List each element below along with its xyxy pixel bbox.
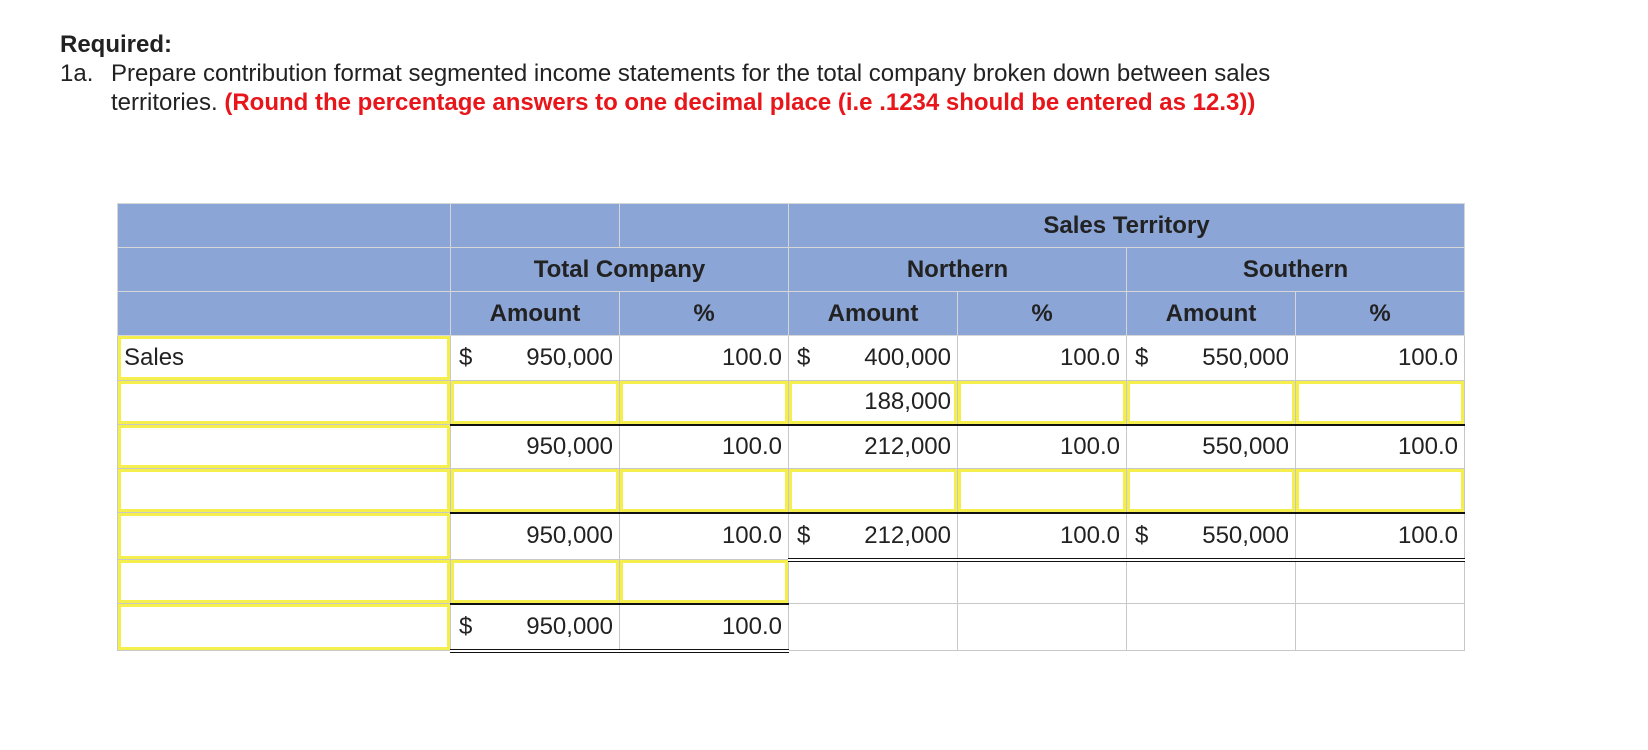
tc-pct-value: 100.0: [620, 604, 789, 651]
tc-amount-value: 950,000: [526, 344, 613, 371]
n-pct-input[interactable]: [958, 381, 1127, 425]
tc-amount-value: 950,000: [451, 513, 620, 560]
s-pct-header: %: [1296, 292, 1465, 336]
tc-pct-value: 100.0: [620, 425, 789, 469]
s-pct-value: 100.0: [1296, 425, 1465, 469]
instructions: [60, 30, 1360, 117]
s-amount-value: 550,000: [1127, 425, 1296, 469]
table-row: [118, 513, 1465, 560]
n-amount-value: 400,000: [864, 344, 951, 371]
dollar-sign: $: [459, 344, 473, 371]
s-amount-value: 550,000: [1202, 521, 1289, 549]
total-company-header: Total Company: [451, 248, 789, 292]
s-amount-value: 550,000: [1202, 344, 1289, 371]
n-amount-cell: [789, 336, 958, 381]
s-amount-cell: [1127, 336, 1296, 381]
row-label-input[interactable]: [118, 560, 451, 604]
table-row: [118, 560, 1465, 604]
s-amount-input[interactable]: [1127, 381, 1296, 425]
tc-amount-cell: [451, 604, 620, 651]
n-amount-header: Amount: [789, 292, 958, 336]
tc-pct-value: 100.0: [620, 336, 789, 381]
tc-pct-value: 100.0: [620, 513, 789, 560]
rounding-note: (Round the percentage answers to one decimal place (i.e .1234 should be entered as 12.3)): [224, 89, 1256, 116]
northern-header: Northern: [789, 248, 1127, 292]
requirement-1a: [60, 59, 1360, 117]
n-amount-value: 212,000: [789, 425, 958, 469]
requirement-text: Prepare contribution format segmented income statements for the total company broken down between sales territories.: [111, 60, 1271, 116]
tc-amount-value: 950,000: [451, 425, 620, 469]
n-amount-value: 212,000: [864, 521, 951, 549]
required-heading: Required:: [60, 31, 173, 58]
s-amount-cell: [1127, 513, 1296, 560]
dollar-sign: $: [1135, 344, 1149, 371]
n-pct-value: 100.0: [958, 425, 1127, 469]
tc-pct-header: %: [620, 292, 789, 336]
tc-pct-input[interactable]: [620, 469, 789, 513]
row-label-input[interactable]: Sales: [118, 336, 451, 381]
southern-header: Southern: [1127, 248, 1465, 292]
row-label-input[interactable]: [118, 425, 451, 469]
tc-amount-cell: [451, 336, 620, 381]
tc-amount-header: Amount: [451, 292, 620, 336]
tc-amount-value: 950,000: [526, 612, 613, 640]
row-label-input[interactable]: [118, 469, 451, 513]
table-row: [118, 336, 1465, 381]
row-label-input[interactable]: [118, 513, 451, 560]
s-amount-header: Amount: [1127, 292, 1296, 336]
header-row-group: [118, 204, 1465, 248]
n-amount-input[interactable]: [789, 469, 958, 513]
tc-pct-input[interactable]: [620, 381, 789, 425]
s-amount-input[interactable]: [1127, 469, 1296, 513]
n-amount-cell: [789, 513, 958, 560]
s-pct-input[interactable]: [1296, 381, 1465, 425]
table-row: [118, 381, 1465, 425]
n-pct-header: %: [958, 292, 1127, 336]
income-statement-table: [117, 203, 1465, 653]
dollar-sign: $: [797, 521, 811, 549]
table-row: [118, 604, 1465, 651]
n-pct-value: 100.0: [958, 513, 1127, 560]
s-pct-input[interactable]: [1296, 469, 1465, 513]
tc-pct-input[interactable]: [620, 560, 789, 604]
header-row-segments: [118, 248, 1465, 292]
table-row: [118, 469, 1465, 513]
dollar-sign: $: [459, 612, 473, 640]
tc-amount-input[interactable]: [451, 381, 620, 425]
requirement-number: 1a.: [60, 60, 94, 87]
n-amount-input[interactable]: 188,000: [789, 381, 958, 425]
table-row: [118, 425, 1465, 469]
segmented-income-statement: [117, 203, 1465, 653]
s-pct-value: 100.0: [1296, 336, 1465, 381]
s-pct-value: 100.0: [1296, 513, 1465, 560]
row-label-input[interactable]: [118, 604, 451, 651]
tc-amount-input[interactable]: [451, 560, 620, 604]
tc-amount-input[interactable]: [451, 469, 620, 513]
header-row-columns: [118, 292, 1465, 336]
dollar-sign: $: [797, 344, 811, 371]
dollar-sign: $: [1135, 521, 1149, 549]
sales-territory-header: Sales Territory: [789, 204, 1465, 248]
row-label-input[interactable]: [118, 381, 451, 425]
n-pct-input[interactable]: [958, 469, 1127, 513]
n-pct-value: 100.0: [958, 336, 1127, 381]
